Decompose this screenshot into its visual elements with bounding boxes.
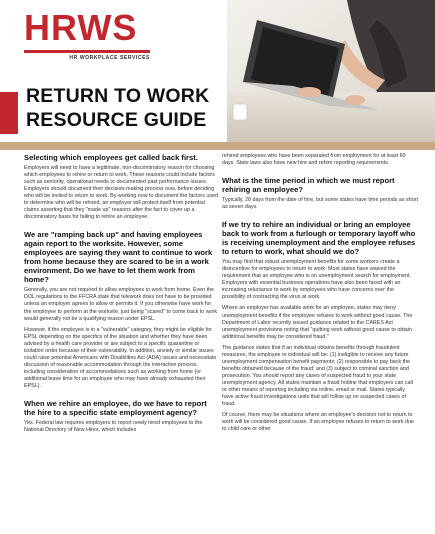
paragraph: Employers will need to have a legitimate, non-discriminatory reason for choosing which employees to rehire or return to work. These reasons could include factors such as seniority, operational needs or documented past performance issues. Employers should document their decision-making process now, before deciding who will be invited to return to work. By working now to document the factors used to determine who will be rehired, an employer will protect itself from potential claims asserting that they "made up" reasons after the fact to cover up a discriminatory basis for failing to rehire an employee. (24, 165, 218, 221)
paragraph: The guidance states that if an individual obtains benefits through fraudulent measures, the employee or individual will be: (1) ineligible to receive any future unemployment compensation benefit payments; (2) responsible to pay back the benefits obtained because of the fraud; and (3) subject to criminal sanction and prosecution. You should report any cases of suspected fraud to your state unemployment agency. All states maintain a fraud hotline that employers can call or other means of reporting including via online, email or mail. States typically have active fraud investigations units that will follow up on suspected cases of fraud. (222, 344, 413, 408)
heading-time-period: What is the time period in which we must report rehiring an employee? (222, 176, 395, 195)
left-column (24, 153, 220, 438)
paragraph: However, if the employee is in a "vulnerable" category, they might be eligible for EPSL depending on the specifics of the situation and whether they have been advised by a health care provider or are subject to a specific quarantine or isolation order because of their vulnerability. In addition, anxiety or similar issues could raise potential Americans with Disabilities Act (ADA) issues and necessitate discussion of reasonable accommodation through the interactive process, including consideration of accommodations such as working from home (or additional leave time for an employee who may have already exhausted their EPSL). (24, 326, 217, 389)
heading-selecting-employees: Selecting which employees get called back first. (24, 153, 198, 162)
logo-tagline: HR WORKPLACE SERVICES (69, 55, 150, 61)
paragraph: Generally, you are not required to allow employees to work from home. Even the DOL regulations to the FFCRA state that telework does not have to be provided unless an employer agrees to allow or permits it. If you otherwise have work for the employee to perform at the worksite, just being "scared" to come back to work would generally not be a qualifying reason under EPSL. (24, 287, 217, 322)
title-line-1: RETURN TO WORK (26, 85, 210, 107)
paragraph: Of course, there may be situations where an employee's decision not to return to work will be considered good cause. If an employee refuses to return to work due to child care or other (222, 412, 414, 433)
right-column (222, 153, 418, 437)
logo-rule (24, 50, 150, 53)
heading-refuses-to-return: If we try to rehire an individual or bring an employee back to work from a furlough or temporary layoff who is receiving unemployment and the employee refuses to return to work, what should we do? (222, 220, 416, 257)
paragraph: You may find that robust unemployment benefits for some workers create a disincentive for employees to return to work. Most states have waived the requirement that an employee who is on unemployment search for employment. Employers with essential business operations have also been faced with an increasing reluctance to work by employees who have concerns over the possibility of contracting the virus at work. (222, 259, 411, 301)
hrws-logo (24, 7, 150, 61)
logo-wordmark: HRWS (24, 7, 138, 48)
title-accent-stripe (0, 92, 18, 134)
heading-report-rehire: When we rehire an employee, do we have to report the hire to a specific state employment agency? (24, 399, 207, 418)
divider-band (0, 142, 435, 150)
laptop-photo-illustration (227, 0, 435, 142)
paragraph: Where an employer has available work for an employee, states may deny unemployment benefits if the employee refuses to work without good cause. The Department of Labor recently issued guidance related to the CARES Act unemployment provisions noting that "quitting work without good cause to obtain additional benefits may be considered fraud." (222, 305, 413, 340)
header (0, 0, 435, 142)
heading-ramping-back-up: We are "ramping back up" and having employees again report to the worksite. However, some employees are saying they want to continue to work from home because they are scared to be in a work environment. Do we have to let them work from home? (24, 230, 213, 285)
title-line-2: RESOURCE GUIDE (26, 109, 207, 131)
page-title (26, 84, 256, 132)
paragraph: Yes. Federal law requires employers to report newly hired employees to the National Directory of New Hires, which includes (24, 420, 203, 434)
paragraph: rehired employees who have been separated from employment for at least 60 days. State laws also have new hire and rehire reporting requirements. (222, 153, 406, 167)
paragraph: Typically, 20 days from the date of hire, but some states have time periods as short as seven days. (222, 197, 418, 211)
laptop-photo (227, 0, 435, 142)
